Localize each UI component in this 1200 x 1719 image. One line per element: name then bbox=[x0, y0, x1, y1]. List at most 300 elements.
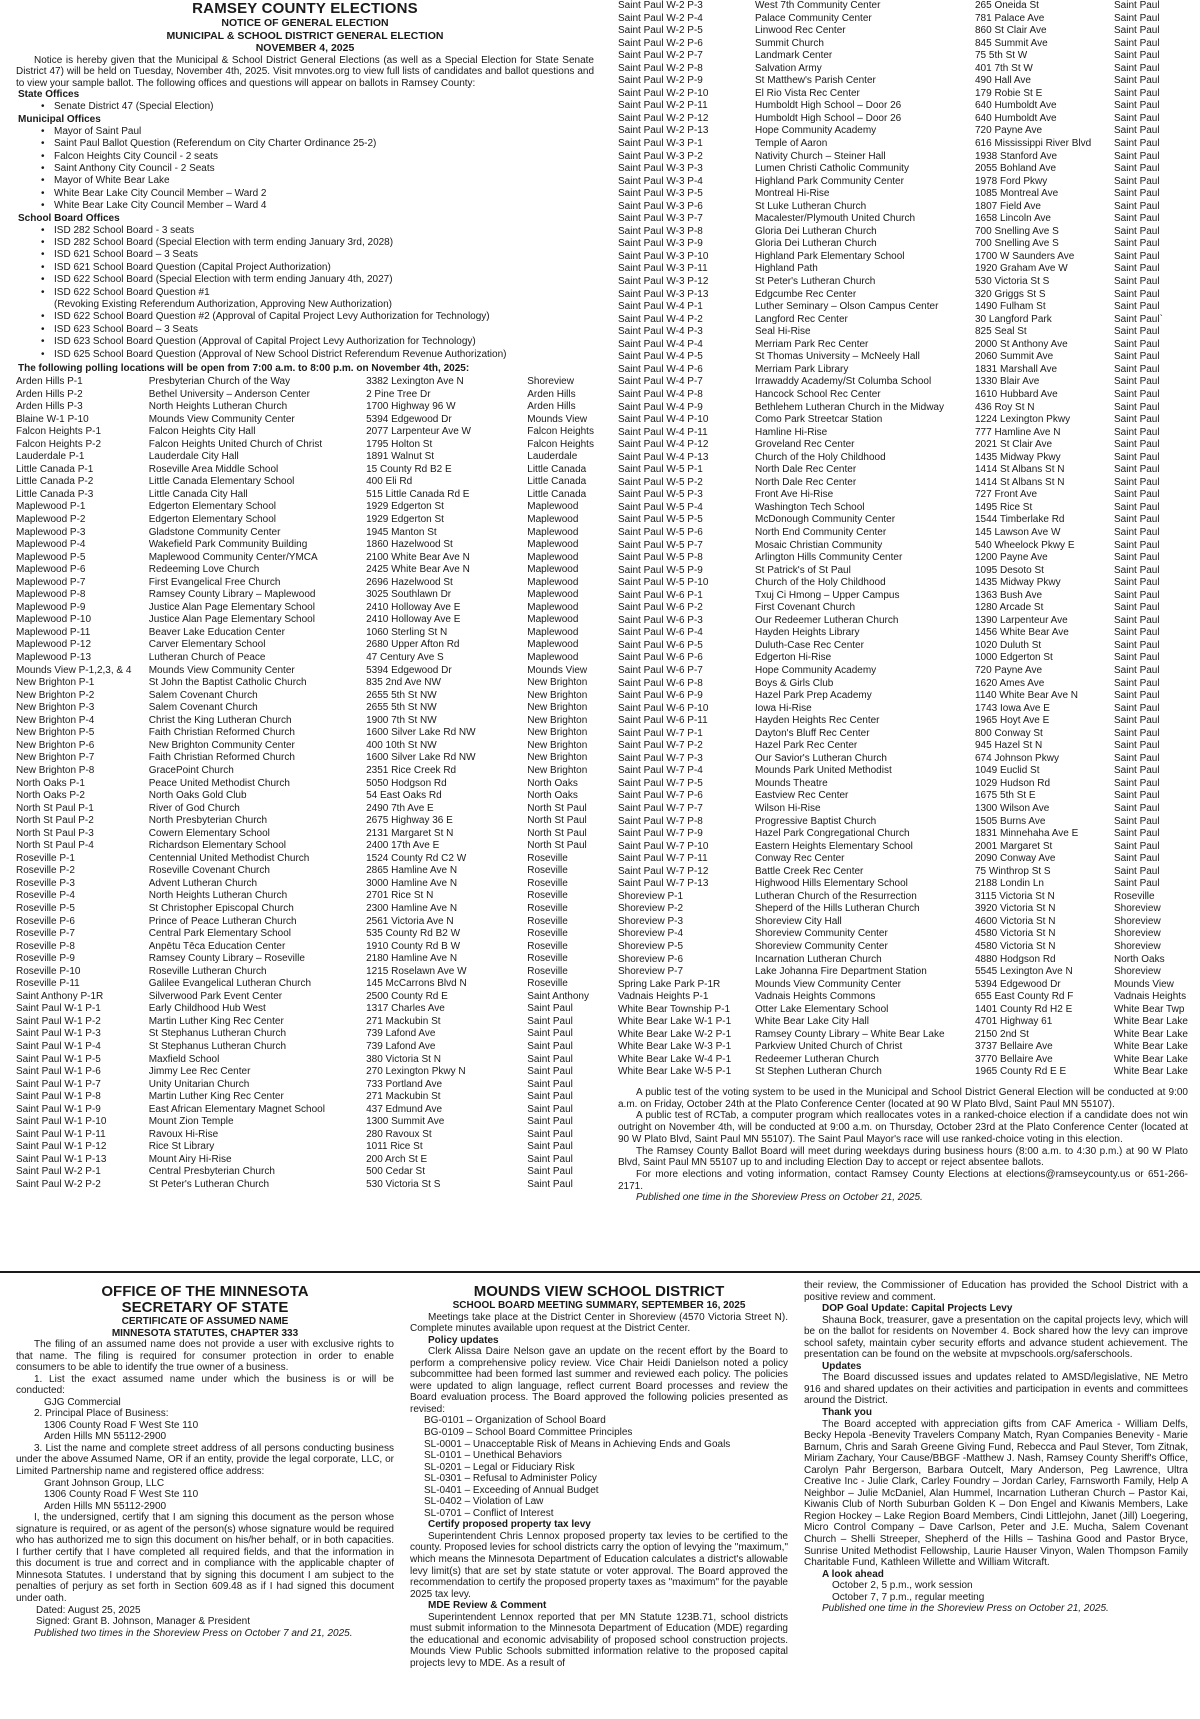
precinct-cell: Maplewood P-1 bbox=[16, 501, 86, 513]
street-address-cell: 1095 Desoto St bbox=[975, 564, 1044, 576]
location-name-cell: Galilee Evangelical Lutheran Church bbox=[148, 978, 312, 990]
precinct-cell: Saint Paul W-3 P-4 bbox=[618, 175, 703, 187]
precinct-cell: Saint Paul W-2 P-5 bbox=[618, 25, 703, 37]
street-address-cell: 700 Snelling Ave S bbox=[975, 225, 1059, 237]
street-address-cell: 2561 Victoria Ave N bbox=[366, 915, 454, 927]
precinct-cell: Shoreview P-4 bbox=[618, 928, 684, 940]
precinct-cell: Saint Paul W-3 P-1 bbox=[618, 138, 703, 150]
table-row bbox=[618, 715, 1188, 728]
city-cell: Arden Hills bbox=[527, 401, 576, 413]
table-row bbox=[618, 326, 1188, 339]
city-cell: Saint Paul bbox=[1114, 790, 1160, 802]
street-address-cell: 1085 Montreal Ave bbox=[975, 188, 1059, 200]
street-address-cell: 616 Mississippi River Blvd bbox=[975, 138, 1092, 150]
table-row bbox=[618, 88, 1188, 101]
city-cell: Saint Paul bbox=[527, 1053, 573, 1065]
city-cell: Saint Paul bbox=[1114, 777, 1160, 789]
table-row bbox=[16, 865, 594, 878]
table-row bbox=[618, 151, 1188, 164]
city-cell: Saint Paul bbox=[1114, 12, 1160, 24]
city-cell: Saint Paul bbox=[527, 1091, 573, 1103]
sos-assumed-name: GJG Commercial bbox=[44, 1396, 121, 1408]
table-row bbox=[618, 577, 1188, 590]
precinct-cell: Saint Paul W-1 P-5 bbox=[16, 1053, 101, 1065]
street-address-cell: 535 County Rd B2 W bbox=[366, 928, 461, 940]
location-name-cell: Maplewood Community Center/YMCA bbox=[148, 551, 318, 563]
table-row bbox=[618, 464, 1188, 477]
precinct-cell: Saint Paul W-4 P-4 bbox=[618, 338, 703, 350]
table-row bbox=[618, 979, 1188, 992]
precinct-cell: North St Paul P-1 bbox=[16, 802, 94, 814]
city-cell: Maplewood bbox=[527, 601, 579, 613]
mounds-view-summary-part-2 bbox=[804, 1280, 1188, 1719]
precinct-cell: Saint Paul W-7 P-7 bbox=[618, 803, 703, 814]
table-row bbox=[618, 113, 1188, 126]
city-cell: Maplewood bbox=[527, 526, 579, 538]
table-row bbox=[16, 677, 594, 690]
location-name-cell: Mounds View Community Center bbox=[148, 413, 295, 425]
street-address-cell: 1435 Midway Pkwy bbox=[975, 451, 1061, 463]
street-address-cell: 1300 Wilson Ave bbox=[975, 803, 1050, 814]
street-address-cell: 655 East County Rd F bbox=[975, 991, 1074, 1003]
city-cell: Saint Paul bbox=[1114, 803, 1160, 814]
table-row bbox=[16, 639, 594, 652]
school-board-offices-list-continued bbox=[16, 311, 594, 361]
street-address-cell: 270 Lexington Pkwy N bbox=[366, 1066, 466, 1078]
city-cell: Maplewood bbox=[527, 639, 579, 651]
location-name-cell: Langford Rec Center bbox=[755, 313, 848, 325]
city-cell: Maplewood bbox=[527, 652, 579, 664]
city-cell: Maplewood bbox=[527, 614, 579, 626]
list-item: SL-0201 – Legal or Fiduciary Risk bbox=[424, 1461, 575, 1473]
table-row bbox=[16, 727, 594, 740]
table-row bbox=[618, 903, 1188, 916]
street-address-cell: 739 Lafond Ave bbox=[366, 1040, 436, 1052]
location-name-cell: Wilson Hi-Rise bbox=[755, 803, 821, 814]
table-row bbox=[16, 564, 594, 577]
city-cell: Saint Paul bbox=[1114, 213, 1160, 225]
precinct-cell: Lauderdale P-1 bbox=[16, 451, 85, 463]
precinct-cell: Saint Paul W-3 P-2 bbox=[618, 150, 703, 162]
precinct-cell: Maplewood P-12 bbox=[16, 639, 92, 651]
precinct-cell: Maplewood P-6 bbox=[16, 564, 86, 576]
precinct-cell: White Bear Lake W-3 P-1 bbox=[618, 1041, 732, 1053]
street-address-cell: 1060 Sterling St N bbox=[366, 626, 448, 638]
location-name-cell: St Peter's Lutheran Church bbox=[148, 1179, 270, 1190]
list-item: • Senate District 47 (Special Election) bbox=[54, 101, 594, 113]
table-row bbox=[618, 301, 1188, 314]
location-name-cell: Our Redeemer Lutheran Church bbox=[755, 614, 899, 626]
location-name-cell: East African Elementary Magnet School bbox=[148, 1103, 325, 1115]
table-row bbox=[16, 828, 594, 841]
list-item: • ISD 622 School Board Question #2 (Approval of Capital Project Levy Authorization for Technology) bbox=[54, 311, 594, 323]
table-row bbox=[618, 853, 1188, 866]
street-address-cell: 265 Oneida St bbox=[975, 0, 1039, 11]
street-address-cell: 4701 Highway 61 bbox=[975, 1016, 1053, 1028]
precinct-cell: Roseville P-11 bbox=[16, 978, 80, 990]
precinct-cell: Saint Paul W-2 P-6 bbox=[618, 37, 703, 49]
city-cell: Maplewood bbox=[527, 539, 579, 551]
location-name-cell: North Presbyterian Church bbox=[148, 815, 268, 827]
sos-subtitle-2: MINNESOTA STATUTES, CHAPTER 333 bbox=[111, 1327, 299, 1339]
city-cell: Saint Paul bbox=[1114, 765, 1160, 777]
city-cell: Saint Paul bbox=[1114, 87, 1160, 99]
location-name-cell: Lutheran Church of Peace bbox=[148, 652, 266, 664]
precinct-cell: North St Paul P-2 bbox=[16, 815, 94, 827]
city-cell: Saint Paul bbox=[1114, 188, 1160, 200]
sos-item-2: 2. Principal Place of Business: bbox=[34, 1408, 169, 1420]
street-address-cell: 2090 Conway Ave bbox=[975, 853, 1056, 865]
precinct-cell: Saint Paul W-1 P-13 bbox=[16, 1153, 107, 1165]
ramsey-subtitle-2: MUNICIPAL & SCHOOL DISTRICT GENERAL ELECTION bbox=[166, 29, 444, 42]
table-row bbox=[618, 816, 1188, 829]
street-address-cell: 1011 Rice St bbox=[366, 1141, 423, 1153]
location-name-cell: Lauderdale City Hall bbox=[148, 451, 239, 463]
city-cell: North Oaks bbox=[527, 790, 578, 802]
city-cell: Saint Paul bbox=[527, 1015, 573, 1027]
city-cell: White Bear Lake bbox=[1114, 1066, 1188, 1078]
levy-paragraph: Superintendent Chris Lennox proposed property tax levies to be certified to the county. Proposed levies for school districts carry the option of levying the "maximum," which means the Minnesota Department of Education calculates a district's allowable levy limit(s) that are set by state statute or voter approval. The Board approved the recommendation to certify the proposed property taxes as "maximum" for the payable 2025 tax levy. bbox=[410, 1530, 788, 1600]
list-item: SL-0301 – Refusal to Administer Policy bbox=[424, 1473, 597, 1485]
rctab-test-paragraph: A public test of RCTab, a computer program which reallocates votes in a ranked-choice election if a candidate does not win outright on November 4th, will be conducted at 9:00 a.m. on Thursday, October 23rd at the Plato Conference Center (located at 90 W Plato Blvd, Saint Paul MN 55107). The Saint Paul Mayor's race will use ranked-choice voting in this election. bbox=[618, 1110, 1188, 1145]
secretary-of-state-notice bbox=[16, 1280, 394, 1719]
city-cell: Shoreview bbox=[1114, 903, 1161, 915]
street-address-cell: 1200 Payne Ave bbox=[975, 552, 1048, 564]
location-name-cell: Redeeming Love Church bbox=[148, 564, 260, 576]
table-row bbox=[618, 38, 1188, 51]
location-name-cell: Gloria Dei Lutheran Church bbox=[755, 225, 877, 237]
precinct-cell: New Brighton P-4 bbox=[16, 714, 95, 726]
section-divider bbox=[0, 1271, 1200, 1273]
city-cell: Saint Paul bbox=[1114, 878, 1160, 890]
city-cell: Saint Paul bbox=[1114, 338, 1160, 350]
precinct-cell: Saint Paul W-7 P-4 bbox=[618, 765, 703, 777]
table-row bbox=[618, 201, 1188, 214]
ramsey-closing-notes bbox=[618, 1087, 1188, 1204]
street-address-cell: 1658 Lincoln Ave bbox=[975, 213, 1051, 225]
location-name-cell: GracePoint Church bbox=[148, 764, 234, 776]
location-name-cell: Boys & Girls Club bbox=[755, 677, 834, 689]
city-cell: Saint Anthony bbox=[527, 990, 589, 1002]
city-cell: Saint Paul bbox=[1114, 539, 1160, 551]
precinct-cell: Saint Paul W-7 P-10 bbox=[618, 840, 709, 852]
city-cell: Saint Paul bbox=[527, 1103, 573, 1115]
location-name-cell: Justice Alan Page Elementary School bbox=[148, 601, 315, 613]
table-row bbox=[618, 991, 1188, 1004]
location-name-cell: Presbyterian Church of the Way bbox=[148, 376, 291, 387]
table-row bbox=[16, 1003, 594, 1016]
precinct-cell: Saint Paul W-4 P-5 bbox=[618, 351, 703, 363]
table-row bbox=[618, 414, 1188, 427]
street-address-cell: 1891 Walnut St bbox=[366, 451, 435, 463]
table-row bbox=[618, 690, 1188, 703]
list-item: • Mayor of Saint Paul bbox=[54, 126, 594, 138]
street-address-cell: 1490 Fulham St bbox=[975, 301, 1046, 313]
location-name-cell: Shoreview City Hall bbox=[755, 915, 842, 927]
location-name-cell: Roseville Area Middle School bbox=[148, 463, 279, 475]
location-name-cell: Highland Park Elementary School bbox=[755, 250, 905, 262]
street-address-cell: 1945 Manton St bbox=[366, 526, 437, 538]
precinct-cell: New Brighton P-6 bbox=[16, 739, 95, 751]
location-name-cell: Anpētu Tēca Education Center bbox=[148, 940, 286, 952]
precinct-cell: Saint Paul W-7 P-9 bbox=[618, 828, 703, 840]
precinct-cell: Saint Paul W-5 P-10 bbox=[618, 577, 709, 589]
street-address-cell: 700 Snelling Ave S bbox=[975, 238, 1059, 250]
table-row bbox=[618, 452, 1188, 465]
table-row bbox=[618, 790, 1188, 803]
city-cell: Saint Paul bbox=[1114, 250, 1160, 262]
street-address-cell: 1700 Highway 96 W bbox=[366, 401, 456, 413]
table-row bbox=[16, 815, 594, 828]
table-row bbox=[16, 778, 594, 791]
table-row bbox=[16, 589, 594, 602]
street-address-cell: 4880 Hodgson Rd bbox=[975, 953, 1056, 965]
city-cell: New Brighton bbox=[527, 739, 588, 751]
street-address-cell: 3115 Victoria St N bbox=[975, 890, 1055, 902]
city-cell: Saint Paul bbox=[1114, 501, 1160, 513]
precinct-cell: Saint Paul W-3 P-12 bbox=[618, 276, 709, 288]
street-address-cell: 400 10th St NW bbox=[366, 739, 437, 751]
location-name-cell: Mount Zion Temple bbox=[148, 1116, 234, 1128]
table-row bbox=[618, 540, 1188, 553]
table-row bbox=[16, 840, 594, 853]
table-row bbox=[618, 402, 1188, 415]
city-cell: Little Canada bbox=[527, 476, 587, 488]
city-cell: Saint Paul bbox=[1114, 62, 1160, 74]
location-name-cell: North Oaks Gold Club bbox=[148, 790, 247, 802]
precinct-cell: Saint Paul W-1 P-11 bbox=[16, 1128, 106, 1140]
location-name-cell: Roseville Covenant Church bbox=[148, 865, 270, 877]
street-address-cell: 1965 Hoyt Ave E bbox=[975, 715, 1050, 727]
city-cell: New Brighton bbox=[527, 702, 588, 714]
street-address-cell: 1524 County Rd C2 W bbox=[366, 852, 467, 864]
list-item: BG-0101 – Organization of School Board bbox=[424, 1415, 606, 1427]
location-name-cell: North Heights Lutheran Church bbox=[148, 401, 288, 413]
precinct-cell: Saint Paul W-7 P-8 bbox=[618, 815, 703, 827]
table-row bbox=[618, 590, 1188, 603]
updates-paragraph: The Board discussed issues and updates related to AMSD/legislative, NE Metro 916 and shared updates on their activities and participation in events and committees around the District. bbox=[804, 1372, 1188, 1407]
city-cell: Saint Paul bbox=[1114, 200, 1160, 212]
table-row bbox=[16, 1179, 594, 1192]
location-name-cell: Hope Community Academy bbox=[755, 664, 877, 676]
location-name-cell: Central Presbyterian Church bbox=[148, 1166, 275, 1178]
table-row bbox=[16, 426, 594, 439]
city-cell: North St Paul bbox=[527, 840, 587, 852]
city-cell: Roseville bbox=[527, 877, 568, 889]
street-address-cell: 30 Langford Park bbox=[975, 313, 1052, 325]
city-cell: Saint Paul bbox=[1114, 526, 1160, 538]
location-name-cell: Carver Elementary School bbox=[148, 639, 266, 651]
precinct-cell: Maplewood P-2 bbox=[16, 514, 86, 526]
location-name-cell: Lutheran Church of the Resurrection bbox=[755, 890, 917, 902]
table-row bbox=[16, 928, 594, 941]
street-address-cell: 3000 Hamline Ave N bbox=[366, 877, 458, 889]
precinct-cell: Saint Paul W-2 P-12 bbox=[618, 112, 709, 124]
table-row bbox=[618, 1004, 1188, 1017]
location-name-cell: Highland Path bbox=[755, 263, 818, 275]
street-address-cell: 3770 Bellaire Ave bbox=[975, 1053, 1053, 1065]
precinct-cell: Arden Hills P-1 bbox=[16, 376, 83, 387]
street-address-cell: 1280 Arcade St bbox=[975, 602, 1044, 614]
table-row bbox=[618, 514, 1188, 527]
table-row bbox=[16, 1129, 594, 1142]
location-name-cell: Edgerton Elementary School bbox=[148, 501, 277, 513]
municipal-offices-list bbox=[16, 126, 594, 213]
city-cell: Saint Paul bbox=[1114, 388, 1160, 400]
table-row bbox=[618, 263, 1188, 276]
street-address-cell: 1929 Edgerton St bbox=[366, 514, 444, 526]
street-address-cell: 1317 Charles Ave bbox=[366, 1003, 445, 1015]
location-name-cell: Linwood Rec Center bbox=[755, 25, 846, 37]
street-address-cell: 1390 Larpenteur Ave bbox=[975, 614, 1068, 626]
precinct-cell: Saint Paul W-5 P-5 bbox=[618, 514, 703, 526]
street-address-cell: 1140 White Bear Ave N bbox=[975, 690, 1079, 702]
city-cell: Mounds View bbox=[527, 413, 588, 425]
street-address-cell: 1363 Bush Ave bbox=[975, 589, 1043, 601]
city-cell: Saint Paul bbox=[1114, 690, 1160, 702]
precinct-cell: Saint Paul W-6 P-4 bbox=[618, 627, 703, 639]
table-row bbox=[618, 665, 1188, 678]
city-cell: New Brighton bbox=[527, 689, 588, 701]
precinct-cell: New Brighton P-3 bbox=[16, 702, 95, 714]
table-row bbox=[16, 765, 594, 778]
city-cell: Roseville bbox=[527, 865, 568, 877]
street-address-cell: 2188 Londin Ln bbox=[975, 878, 1044, 890]
table-row bbox=[16, 916, 594, 929]
street-address-cell: 1978 Ford Pkwy bbox=[975, 175, 1048, 187]
precinct-cell: Saint Paul W-1 P-7 bbox=[16, 1078, 101, 1090]
location-name-cell: St Thomas University – McNeely Hall bbox=[755, 351, 920, 363]
table-row bbox=[618, 966, 1188, 979]
location-name-cell: Little Canada City Hall bbox=[148, 488, 248, 500]
street-address-cell: 3920 Victoria St N bbox=[975, 903, 1056, 915]
city-cell: Saint Paul bbox=[1114, 37, 1160, 49]
polling-locations-table-right bbox=[618, 0, 1188, 1079]
location-name-cell: Lumen Christi Catholic Community bbox=[755, 163, 909, 175]
city-cell: Saint Paul bbox=[1114, 326, 1160, 338]
sos-title-2: SECRETARY OF STATE bbox=[121, 1299, 289, 1316]
list-item: • Falcon Heights City Council - 2 seats bbox=[54, 151, 594, 163]
table-row bbox=[618, 552, 1188, 565]
street-address-cell: 2021 St Clair Ave bbox=[975, 439, 1053, 451]
state-offices-list bbox=[16, 101, 594, 113]
street-address-cell: 5394 Edgewood Dr bbox=[366, 413, 452, 425]
precinct-cell: New Brighton P-5 bbox=[16, 727, 95, 739]
list-item: • ISD 282 School Board - 3 seats bbox=[54, 225, 594, 237]
city-cell: Saint Paul bbox=[1114, 602, 1160, 614]
precinct-cell: Saint Paul W-7 P-11 bbox=[618, 853, 708, 865]
location-name-cell: Ramsey County Library – White Bear Lake bbox=[755, 1028, 945, 1040]
street-address-cell: 3382 Lexington Ave N bbox=[366, 376, 464, 387]
dop-goal-heading: DOP Goal Update: Capital Projects Levy bbox=[822, 1303, 1013, 1315]
mvsd-title: MOUNDS VIEW SCHOOL DISTRICT bbox=[473, 1283, 725, 1300]
location-name-cell: El Rio Vista Rec Center bbox=[755, 87, 860, 99]
location-name-cell: Mounds View Community Center bbox=[755, 978, 901, 990]
precinct-cell: Saint Paul W-3 P-6 bbox=[618, 200, 703, 212]
city-cell: Saint Paul bbox=[1114, 163, 1160, 175]
location-name-cell: North Dale Rec Center bbox=[755, 476, 857, 488]
precinct-cell: Saint Paul W-4 P-9 bbox=[618, 401, 703, 413]
table-row bbox=[618, 125, 1188, 138]
precinct-cell: Saint Paul W-1 P-2 bbox=[16, 1015, 101, 1027]
city-cell: Saint Paul bbox=[527, 1128, 573, 1140]
location-name-cell: Mounds View Community Center bbox=[148, 664, 295, 676]
precinct-cell: Saint Paul W-3 P-8 bbox=[618, 225, 703, 237]
street-address-cell: 2351 Rice Creek Rd bbox=[366, 764, 457, 776]
list-item: • White Bear Lake City Council Member – Ward 4 bbox=[54, 200, 594, 212]
location-name-cell: Salvation Army bbox=[755, 62, 822, 74]
table-row bbox=[618, 251, 1188, 264]
sos-owner-address-1: 1306 County Road F West Ste 110 bbox=[44, 1489, 199, 1501]
street-address-cell: 2001 Margaret St bbox=[975, 840, 1053, 852]
city-cell: Saint Paul bbox=[1114, 351, 1160, 363]
city-cell: Mounds View bbox=[1114, 978, 1174, 990]
street-address-cell: 271 Mackubin St bbox=[366, 1015, 441, 1027]
city-cell: North St Paul bbox=[527, 802, 587, 814]
precinct-cell: White Bear Lake W-4 P-1 bbox=[618, 1053, 732, 1065]
precinct-cell: Maplewood P-3 bbox=[16, 526, 86, 538]
list-item: • ISD 625 School Board Question (Approval of New School District Referendum Revenue Authorization) bbox=[54, 349, 594, 361]
table-row bbox=[16, 1091, 594, 1104]
street-address-cell: 1414 St Albans St N bbox=[975, 476, 1065, 488]
location-name-cell: Maxfield School bbox=[148, 1053, 220, 1065]
location-name-cell: Christ the King Lutheran Church bbox=[148, 714, 292, 726]
table-row bbox=[618, 678, 1188, 691]
location-name-cell: Church of the Holy Childhood bbox=[755, 577, 886, 589]
city-cell: White Bear Lake bbox=[1114, 1053, 1188, 1065]
precinct-cell: Saint Paul W-3 P-11 bbox=[618, 263, 708, 275]
location-name-cell: Mounds Park United Methodist bbox=[755, 765, 892, 777]
table-row bbox=[16, 690, 594, 703]
list-item: • Saint Anthony City Council - 2 Seats bbox=[54, 163, 594, 175]
policy-updates-paragraph: Clerk Alissa Daire Nelson gave an update on the recent effort by the Board to perform a comprehensive policy review. Vice Chair Heidi Danielson noted a policy subcommittee had been formed last summer and reviewed each policy. The policies were updated to align language, reflect current Board processes and review the Board evaluation process. The Board approved the following policies presented as revised: bbox=[410, 1346, 788, 1415]
table-row bbox=[16, 890, 594, 903]
street-address-cell: 1929 Edgerton St bbox=[366, 501, 444, 513]
street-address-cell: 777 Hamline Ave N bbox=[975, 426, 1061, 438]
city-cell: Roseville bbox=[527, 978, 568, 990]
table-row bbox=[16, 740, 594, 753]
table-row bbox=[618, 138, 1188, 151]
location-name-cell: Highland Park Community Center bbox=[755, 175, 904, 187]
street-address-cell: 1505 Burns Ave bbox=[975, 815, 1046, 827]
table-row bbox=[618, 376, 1188, 389]
street-address-cell: 1049 Euclid St bbox=[975, 765, 1040, 777]
table-row bbox=[16, 903, 594, 916]
location-name-cell: Shoreview Community Center bbox=[755, 928, 888, 940]
precinct-cell: Saint Paul W-7 P-2 bbox=[618, 740, 703, 752]
location-name-cell: Edgerton Elementary School bbox=[148, 514, 277, 526]
city-cell: Saint Paul bbox=[1114, 138, 1160, 150]
location-name-cell: Como Park Streetcar Station bbox=[755, 414, 883, 426]
street-address-cell: 2500 County Rd E bbox=[366, 990, 448, 1002]
city-cell: Saint Paul bbox=[1114, 815, 1160, 827]
mvsd-subtitle: SCHOOL BOARD MEETING SUMMARY, SEPTEMBER 16, 2025 bbox=[452, 1300, 746, 1311]
sos-item-1: 1. List the exact assumed name under which the business is or will be conducted: bbox=[16, 1373, 394, 1397]
street-address-cell: 380 Victoria St N bbox=[366, 1053, 441, 1065]
city-cell: Maplewood bbox=[527, 626, 579, 638]
location-name-cell: Hayden Heights Rec Center bbox=[755, 715, 880, 727]
city-cell: North St Paul bbox=[527, 827, 587, 839]
list-item: SL-0402 – Violation of Law bbox=[424, 1496, 544, 1508]
location-name-cell: Bethel University – Anderson Center bbox=[148, 388, 310, 400]
mde-paragraph: Superintendent Lennox reported that per MN Statute 123B.71, school districts must submit information to the Minnesota Department of Education (MDE) regarding the educational and economic advisability of proposed school construction projects. Mounds View Public Schools submitted information relative to the proposed capital projects levy to MDE. As a result of bbox=[410, 1611, 788, 1669]
city-cell: Maplewood bbox=[527, 576, 579, 588]
city-cell: North Oaks bbox=[1114, 953, 1165, 965]
street-address-cell: 1544 Timberlake Rd bbox=[975, 514, 1065, 526]
city-cell: New Brighton bbox=[527, 764, 588, 776]
precinct-cell: Saint Paul W-7 P-1 bbox=[618, 727, 703, 739]
location-name-cell: Ramsey County Library – Maplewood bbox=[148, 589, 316, 601]
